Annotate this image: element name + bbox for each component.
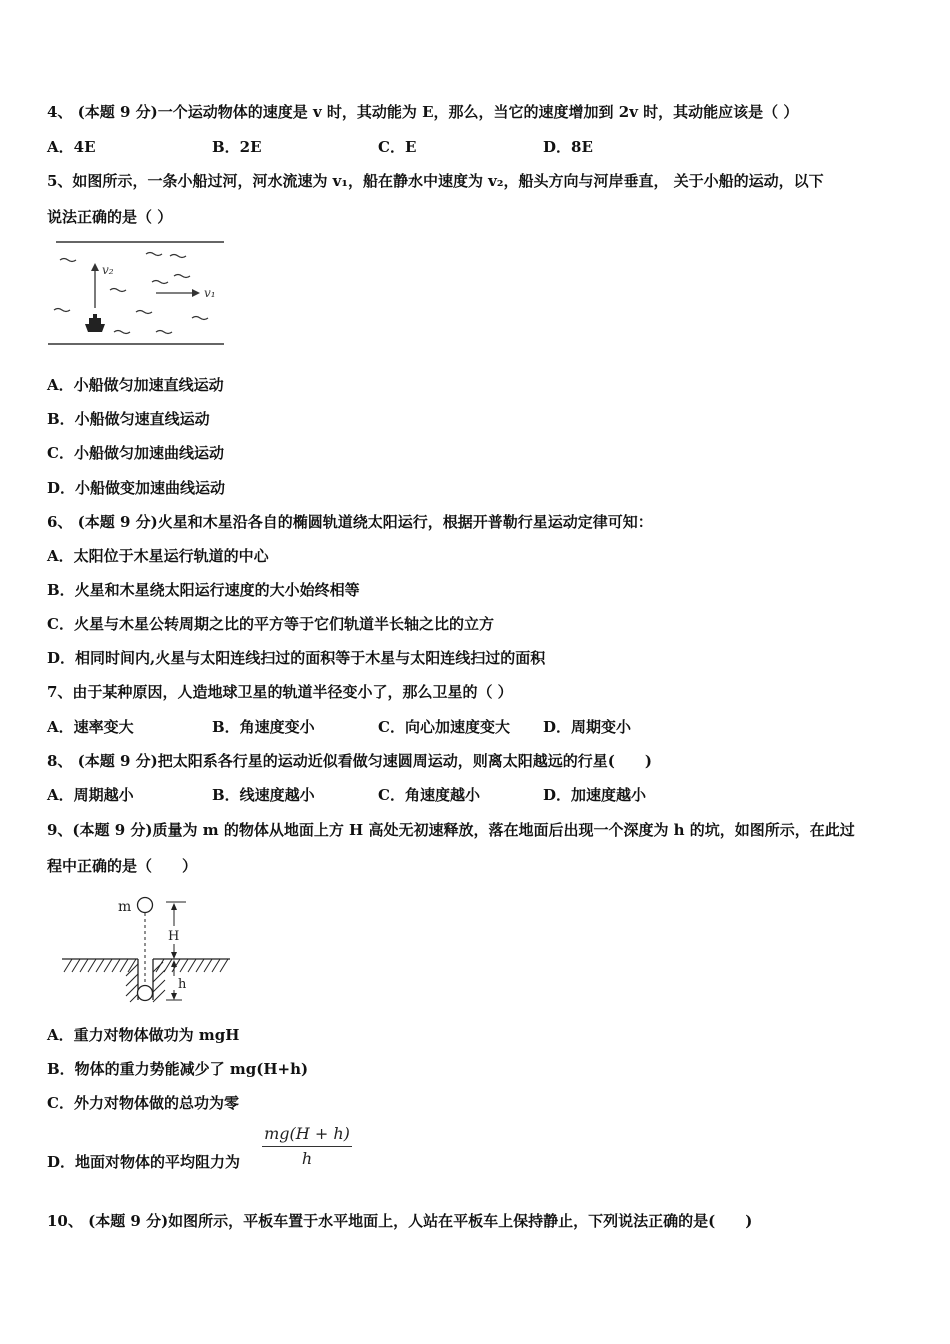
q7-option-a: A．速率变大 <box>47 718 134 736</box>
q9-option-a: A．重力对物体做功为 mgH <box>47 1026 240 1044</box>
q6-option-c: C．火星与木星公转周期之比的平方等于它们轨道半长轴之比的立方 <box>47 615 494 633</box>
q4-option-b: B．2E <box>212 138 262 156</box>
q8-option-b: B．线速度越小 <box>212 786 315 804</box>
ground-hatching <box>64 959 228 972</box>
ball-start <box>138 898 153 913</box>
q9-stem-line1: 9、(本题 9 分)质量为 m 的物体从地面上方 H 高处无初速释放，落在地面后出现一个深度为 h 的坑，如图所示，在此过 <box>47 821 855 839</box>
q4-option-d: D．8E <box>543 138 593 156</box>
q5-option-c: C．小船做匀加速曲线运动 <box>47 444 224 462</box>
q8-stem: 8、 (本题 9 分)把太阳系各行星的运动近似看做匀速圆周运动，则离太阳越远的行星( ) <box>47 752 652 770</box>
q6-option-b: B．火星和木星绕太阳运行速度的大小始终相等 <box>47 581 360 599</box>
ball-end <box>138 986 153 1001</box>
q9-stem-line2: 程中正确的是（ ） <box>47 857 198 875</box>
formula-denominator: h <box>301 1149 313 1168</box>
q7-stem: 7、由于某种原因，人造地球卫星的轨道半径变小了，那么卫星的（ ） <box>47 683 513 701</box>
v2-label: v₂ <box>102 263 114 277</box>
river-boat-figure <box>44 236 230 350</box>
q4-option-a: A．4E <box>47 138 96 156</box>
q6-option-d: D．相同时间内,火星与太阳连线扫过的面积等于木星与太阳连线扫过的面积 <box>47 649 546 667</box>
boat-icon <box>85 314 105 332</box>
q5-stem-line2: 说法正确的是（ ） <box>47 208 173 226</box>
q7-option-d: D．周期变小 <box>543 718 632 736</box>
falling-object-figure <box>58 892 234 1008</box>
q7-option-b: B．角速度变小 <box>212 718 315 736</box>
q9-option-b: B．物体的重力势能减少了 mg(H+h) <box>47 1060 309 1078</box>
q5-stem-line1: 5、如图所示，一条小船过河，河水流速为 v₁，船在静水中速度为 v₂，船头方向与河岸垂直， 关于小船的运动，以下 <box>47 172 824 190</box>
mass-label: m <box>118 899 132 915</box>
q8-option-c: C．角速度越小 <box>378 786 480 804</box>
q5-option-b: B．小船做匀速直线运动 <box>47 410 210 428</box>
q5-option-a: A．小船做匀加速直线运动 <box>47 376 224 394</box>
v1-label: v₁ <box>204 286 216 300</box>
q4-option-c: C．E <box>378 138 417 156</box>
h-label: h <box>178 977 187 992</box>
q8-option-d: D．加速度越小 <box>543 786 647 804</box>
average-resistance-formula <box>262 1124 352 1168</box>
q10-stem: 10、 (本题 9 分)如图所示，平板车置于水平地面上，人站在平板车上保持静止，下列说法正确的是( ) <box>47 1212 753 1230</box>
q5-option-d: D．小船做变加速曲线运动 <box>47 479 226 497</box>
q6-stem: 6、 (本题 9 分)火星和木星沿各自的椭圆轨道绕太阳运行，根据开普勒行星运动定律可知： <box>47 513 653 531</box>
H-label: H <box>168 929 180 944</box>
q7-option-c: C．向心加速度变大 <box>378 718 510 736</box>
q9-option-c: C．外力对物体做的总功为零 <box>47 1094 239 1112</box>
q4-stem: 4、 (本题 9 分)一个运动物体的速度是 v 时，其动能为 E，那么，当它的速度增加到 2v 时，其动能应该是（ ） <box>47 103 799 121</box>
q8-option-a: A．周期越小 <box>47 786 134 804</box>
q9-option-d: D．地面对物体的平均阻力为 <box>47 1153 241 1171</box>
q6-option-a: A．太阳位于木星运行轨道的中心 <box>47 547 269 565</box>
formula-numerator: mg(H + h) <box>262 1124 352 1147</box>
